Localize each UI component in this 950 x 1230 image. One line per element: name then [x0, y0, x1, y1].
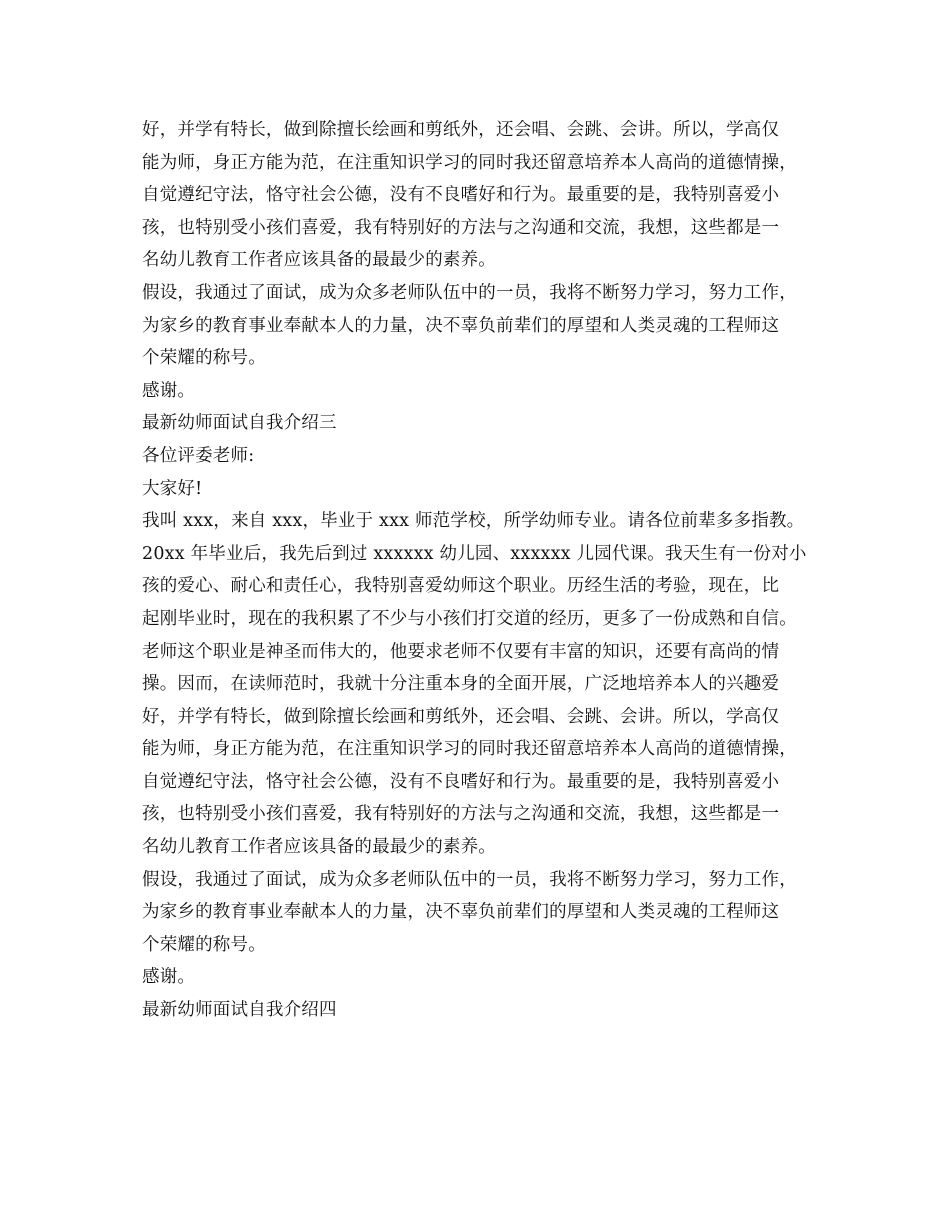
closing-line: 感谢。: [142, 380, 196, 401]
closing-line: 感谢。: [142, 967, 196, 988]
section-heading: 最新幼师面试自我介绍三: [142, 413, 337, 434]
section-heading: 最新幼师面试自我介绍四: [142, 1000, 337, 1021]
text-line: 假设，我通过了面试，成为众多老师队伍中的一员，我将不断努力学习，努力工作，: [142, 869, 797, 890]
text-line: 老师这个职业是神圣而伟大的，他要求老师不仅要有丰富的知识，还要有高尚的情: [142, 641, 780, 662]
text-line: 好，并学有特长，做到除擅长绘画和剪纸外，还会唱、会跳、会讲。所以，学高仅: [142, 120, 780, 140]
text-line: 孩的爱心、耐心和责任心，我特别喜爱幼师这个职业。历经生活的考验，现在，比: [142, 576, 780, 597]
text-line: 假设，我通过了面试，成为众多老师队伍中的一员，我将不断努力学习，努力工作，: [142, 282, 797, 303]
text-line: 能为师，身正方能为范，在注重知识学习的同时我还留意培养本人高尚的道德情操，: [142, 739, 797, 760]
text-line: 我叫 xxx，来自 xxx，毕业于 xxx 师范学校，所学幼师专业。请各位前辈多多指教。: [142, 511, 805, 532]
text-line: 孩，也特别受小孩们喜爱，我有特别好的方法与之沟通和交流，我想，这些都是一: [142, 217, 780, 238]
text-line: 名幼儿教育工作者应该具备的最最少的素养。: [142, 837, 496, 858]
text-line: 自觉遵纪守法，恪守社会公德，没有不良嗜好和行为。最重要的是，我特别喜爱小: [142, 771, 780, 792]
salutation-line: 各位评委老师:: [142, 445, 255, 466]
text-line: 个荣耀的称号。: [142, 348, 266, 369]
text-line: 个荣耀的称号。: [142, 934, 266, 955]
text-line: 好，并学有特长，做到除擅长绘画和剪纸外，还会唱、会跳、会讲。所以，学高仅: [142, 706, 780, 727]
text-line: 为家乡的教育事业奉献本人的力量，决不辜负前辈们的厚望和人类灵魂的工程师这: [142, 315, 780, 336]
text-line: 起刚毕业时，现在的我积累了不少与小孩们打交道的经历，更多了一份成熟和自信。: [142, 608, 797, 629]
text-line: 自觉遵纪守法，恪守社会公德，没有不良嗜好和行为。最重要的是，我特别喜爱小: [142, 185, 780, 206]
text-line: 能为师，身正方能为范，在注重知识学习的同时我还留意培养本人高尚的道德情操，: [142, 152, 797, 173]
document-body: [142, 114, 832, 1027]
text-line: 操。因而，在读师范时，我就十分注重本身的全面开展，广泛地培养本人的兴趣爱: [142, 674, 780, 695]
text-line: 孩，也特别受小孩们喜爱，我有特别好的方法与之沟通和交流，我想，这些都是一: [142, 804, 780, 825]
text-line: 20xx 年毕业后，我先后到过 xxxxxx 幼儿园、xxxxxx 儿园代课。我天生有一份对小: [142, 543, 807, 564]
text-line: 为家乡的教育事业奉献本人的力量，决不辜负前辈们的厚望和人类灵魂的工程师这: [142, 902, 780, 923]
greeting-line: 大家好!: [142, 478, 203, 499]
text-line: 名幼儿教育工作者应该具备的最最少的素养。: [142, 250, 496, 271]
